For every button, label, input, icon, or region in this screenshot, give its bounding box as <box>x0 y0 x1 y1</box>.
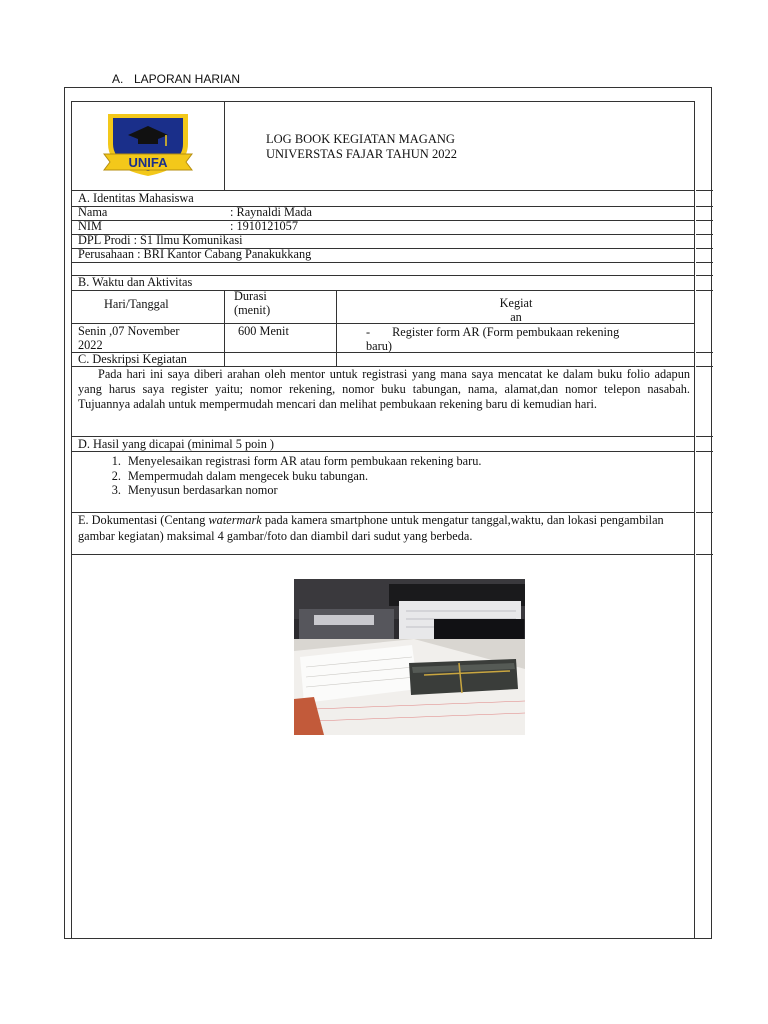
result-item: 3. Menyusun berdasarkan nomor <box>124 483 481 498</box>
result-item: 1. Menyelesaikan registrasi form AR atau form pembukaan rekening baru. <box>124 454 481 469</box>
result-item: 2. Mempermudah dalam mengecek buku tabungan. <box>124 469 481 484</box>
heading-number: A. <box>112 72 124 86</box>
nim-label: NIM <box>78 219 102 233</box>
logbook-title <box>266 132 457 161</box>
logbook-table <box>71 101 695 939</box>
col-activity-header: Kegiat an <box>499 296 533 324</box>
svg-text:UNIFA: UNIFA <box>128 155 168 170</box>
name-label: Nama <box>78 205 108 219</box>
row-activity: - Register form AR (Form pembukaan rekening baru) <box>366 325 620 353</box>
company-field: Perusahaan : BRI Kantor Cabang Panakukkang <box>78 247 312 261</box>
activity-photo <box>294 579 525 735</box>
row-duration: 600 Menit <box>238 324 289 338</box>
identity-section-label: A. Identitas Mahasiswa <box>78 191 194 205</box>
results-list <box>78 454 481 498</box>
dpl-field: DPL Prodi : S1 Ilmu Komunikasi <box>78 233 243 247</box>
nim-value: : 1910121057 <box>230 219 298 233</box>
results-section-label: D. Hasil yang dicapai (minimal 5 poin ) <box>78 437 275 451</box>
title-line-2: UNIVERSTAS FAJAR TAHUN 2022 <box>266 146 457 161</box>
row-date: Senin ,07 November 2022 <box>78 324 180 352</box>
header-divider <box>224 102 225 190</box>
col-duration-header: Durasi (menit) <box>234 289 271 317</box>
logbook-frame <box>64 87 712 939</box>
title-line-1: LOG BOOK KEGIATAN MAGANG <box>266 132 455 146</box>
description-section-label: C. Deskripsi Kegiatan <box>78 352 187 366</box>
documentation-instructions: E. Dokumentasi (Centang watermark pada kamera smartphone untuk mengatur tanggal,waktu, dan lokasi pengambilan gambar kegiatan) maksimal 4 gambar/foto dan diambil dari sudut yang berbeda. <box>78 513 664 543</box>
col-date-header: Hari/Tanggal <box>104 297 169 311</box>
name-value: : Raynaldi Mada <box>230 205 312 219</box>
section-heading <box>112 72 240 86</box>
activity-section-label: B. Waktu dan Aktivitas <box>78 275 193 289</box>
activity-description: Pada hari ini saya diberi arahan oleh mentor untuk registrasi yang mana saya mencatat ke dalam buku folio adapun yang harus saya register yaitu; nomor rekening, nomor buku tabungan, nama, alamat,dan nomor telepon nasabah. Tujuannya adalah untuk mempermudah mencari dan melihat pembukaan rekening baru di kemudian hari. <box>78 367 690 411</box>
heading-text: LAPORAN HARIAN <box>134 72 241 86</box>
unifa-logo <box>102 110 194 180</box>
